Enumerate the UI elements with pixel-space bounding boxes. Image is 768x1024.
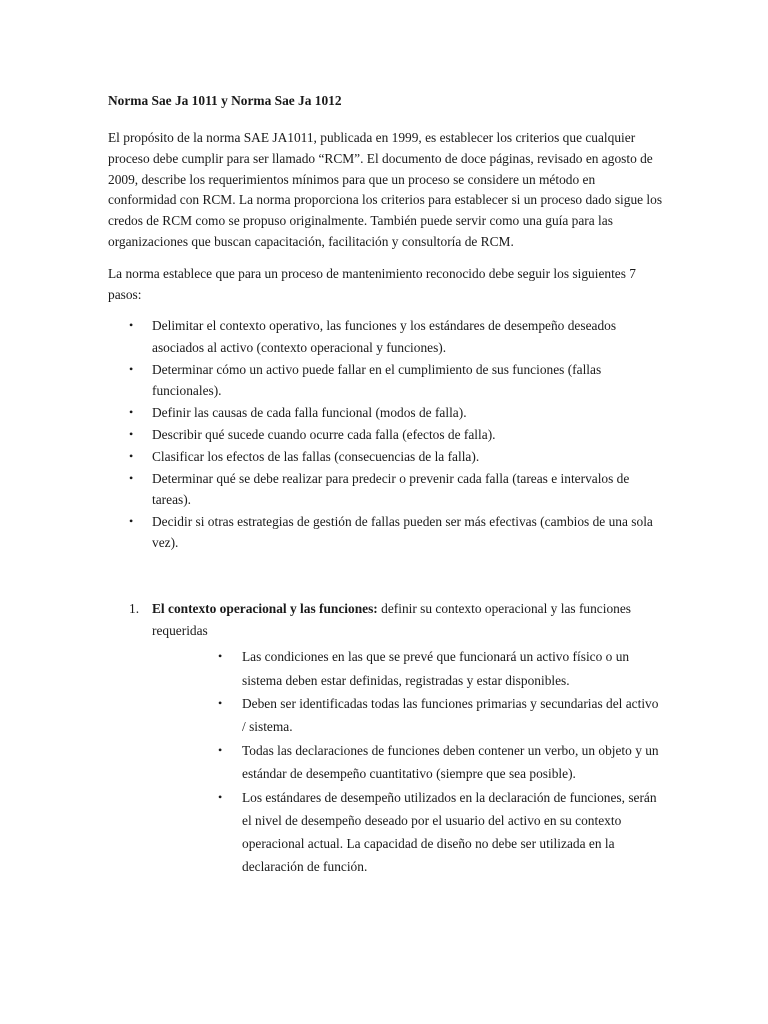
section-1-text: definir su contexto operacional y las funciones requeridas	[152, 601, 632, 638]
document-body	[108, 91, 663, 879]
list-item	[152, 692, 663, 738]
bullet-icon: •	[218, 696, 223, 711]
list-item	[108, 424, 663, 445]
list-item	[108, 402, 663, 423]
steps-lead-paragraph: La norma establece que para un proceso de mantenimiento reconocido debe seguir los siguientes 7 pasos:	[108, 265, 637, 302]
list-item	[152, 645, 663, 691]
bullet-icon: •	[218, 789, 223, 804]
bullet-icon: •	[218, 742, 223, 757]
list-item-text: Las condiciones en las que se prevé que funcionará un activo físico o un sistema deben estar definidas, registradas y estar disponibles.	[242, 649, 630, 688]
list-item	[108, 446, 663, 467]
list-item-text: Describir qué sucede cuando ocurre cada falla (efectos de falla).	[152, 426, 496, 442]
section-1	[108, 598, 663, 878]
bullet-icon: •	[129, 513, 134, 528]
list-item	[108, 315, 663, 357]
list-item	[152, 786, 663, 879]
list-item	[108, 359, 663, 401]
list-item-text: Decidir si otras estrategias de gestión de fallas pueden ser más efectivas (cambios de una sola vez).	[152, 513, 653, 551]
bullet-icon: •	[218, 649, 223, 664]
section-1-number: 1.	[129, 601, 140, 617]
list-item-text: Determinar cómo un activo puede fallar en el cumplimiento de sus funciones (fallas funcionales).	[152, 361, 602, 398]
list-item	[108, 468, 663, 510]
list-item-text: Clasificar los efectos de las fallas (consecuencias de la falla).	[152, 448, 480, 464]
bullet-icon: •	[129, 448, 134, 463]
list-item-text: Todas las declaraciones de funciones deben contener un verbo, un objeto y un estándar de desempeño cuantitativo (siempre que sea posible).	[242, 742, 659, 782]
section-1-heading: El contexto operacional y las funciones:	[152, 601, 378, 617]
list-item-text: Los estándares de desempeño utilizados en la declaración de funciones, serán el nivel de desempeño deseado por el usuario del activo en su contexto operacional actual. La capacidad de diseño no debe ser utilizada en la declaración de función.	[242, 789, 657, 875]
bullet-icon: •	[129, 318, 134, 333]
section-1-bullets	[152, 645, 663, 878]
list-item	[152, 739, 663, 785]
steps-list	[108, 315, 663, 553]
bullet-icon: •	[129, 470, 134, 485]
bullet-icon: •	[129, 426, 134, 441]
list-item-text: Deben ser identificadas todas las funciones primarias y secundarias del activo / sistema.	[242, 696, 659, 735]
bullet-icon: •	[129, 361, 134, 376]
intro-paragraph: El propósito de la norma SAE JA1011, publicada en 1999, es establecer los criterios que cualquier proceso debe cumplir para ser llamado “RCM”. El documento de doce páginas, revisado en agosto de 2009, describe los requerimientos mínimos para que un proceso se considere un método en conformidad con RCM. La norma proporciona los criterios para establecer si un proceso dado sigue los credos de RCM como se propuso originalmente. También puede servir como una guía para las organizaciones que buscan capacitación, facilitación y consultoría de RCM.	[108, 130, 663, 249]
list-item-text: Delimitar el contexto operativo, las funciones y los estándares de desempeño deseados asociados al activo (contexto operacional y funciones).	[152, 318, 617, 355]
list-item	[108, 511, 663, 553]
bullet-icon: •	[129, 404, 134, 419]
list-item-text: Definir las causas de cada falla funcional (modos de falla).	[152, 404, 467, 420]
list-item-text: Determinar qué se debe realizar para predecir o prevenir cada falla (tareas e intervalos de tareas).	[152, 470, 630, 507]
document-title: Norma Sae Ja 1011 y Norma Sae Ja 1012	[108, 93, 342, 108]
